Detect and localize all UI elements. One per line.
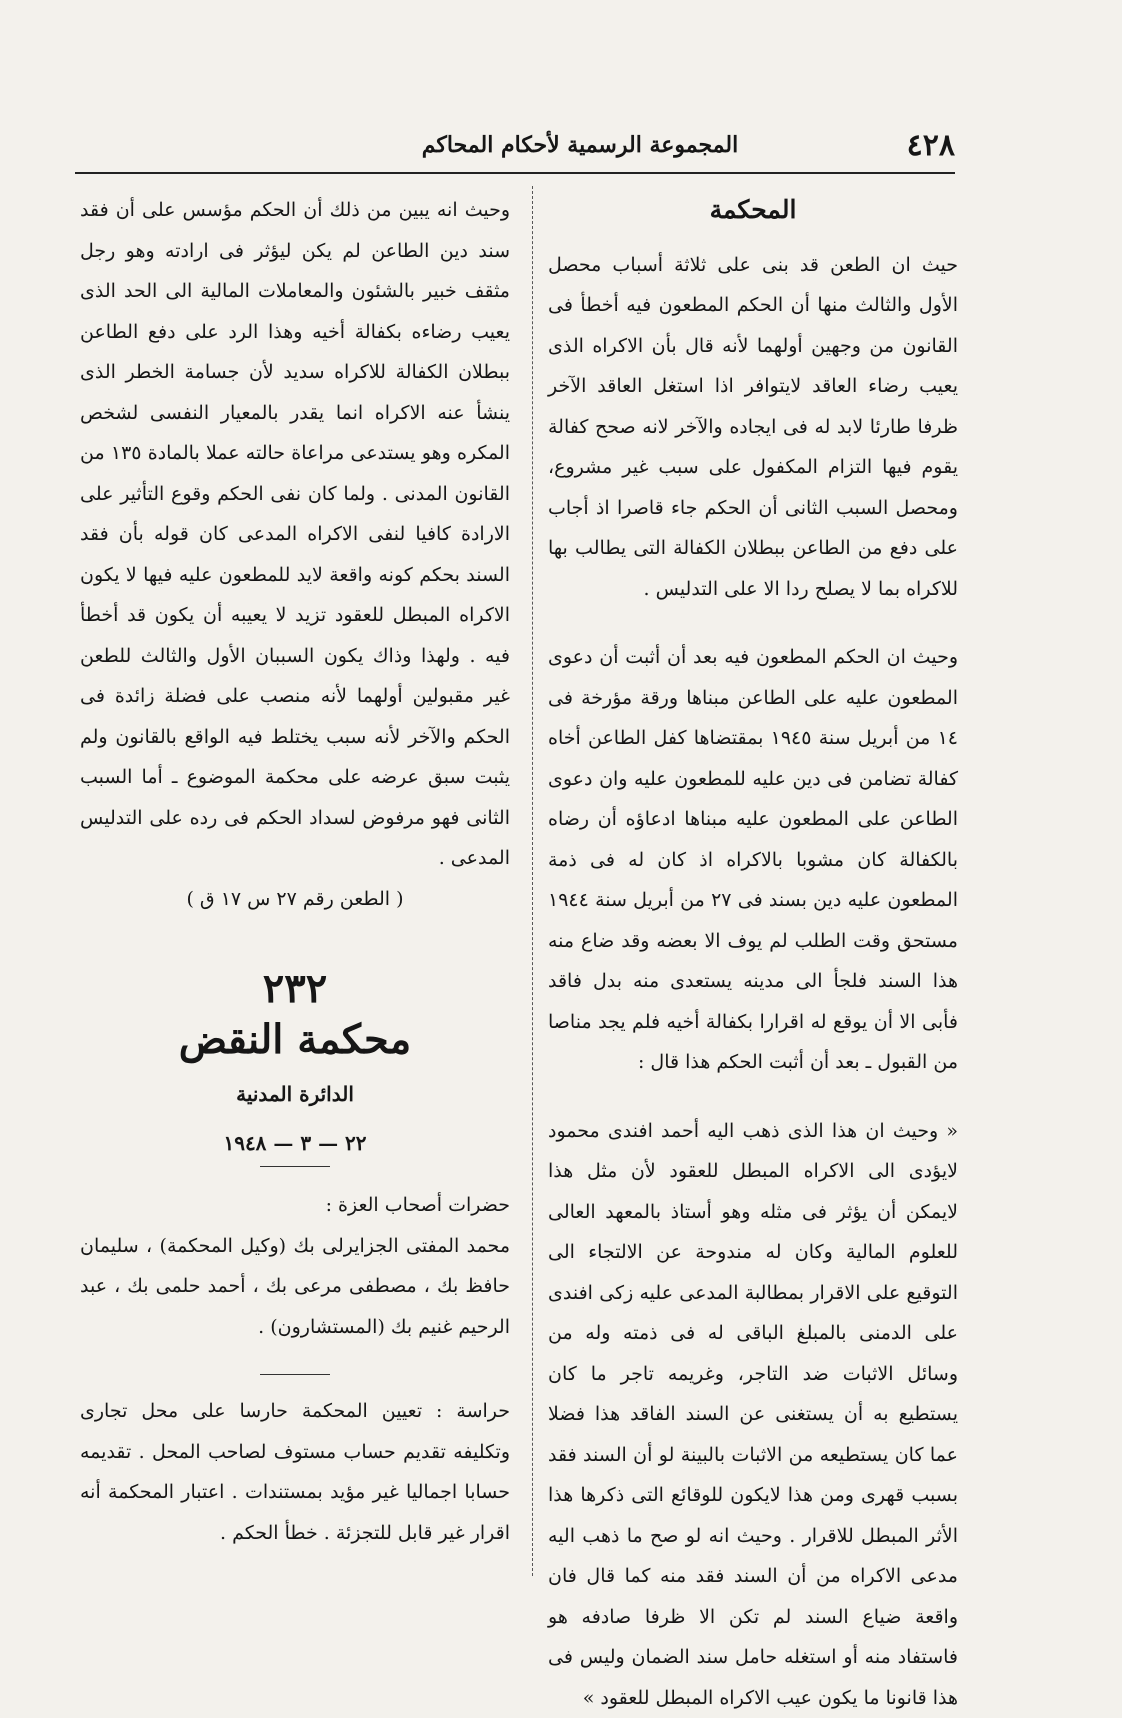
section-heading: المحكمة [548, 190, 958, 231]
paragraph: « وحيث ان هذا الذى ذهب اليه أحمد افندى محمود لايؤدى الى الاكراه المبطل للعقود لأن مثل هذا لايمكن أن يؤثر فى مثله وهو أستاذ بالمعهد العالى للعلوم المالية وكان له مندوحة عن الالتجاء الى التوقيع على الاقرار بمطالبة المدعى عليه زكى افندى على الدمنى بالمبلغ الباقى له فى ذمته وله من وسائل الاثبات ضد التاجر، وغريمه تاجر ما كان يستطيع به أن يستغنى عن السند الفاقد هذا فضلا عما كان يستطيعه من الاثبات بالبينة لو أن السند فقد بسبب قهرى ومن هذا لايكون للوقائع التى ذكرها هذا الأثر المبطل للاقرار . وحيث انه لو صح ما ذهب اليه مدعى الاكراه من أن السند فقد منه كما قال فان واقعة ضياع السند لم تكن الا ظرفا صادفه هو فاستفاد منه أو استغله حامل سند الضمان وليس فى هذا قانونا ما يكون عيب الاكراه المبطل للعقود » [548, 1111, 958, 1718]
right-column [548, 190, 958, 1718]
judges-list: محمد المفتى الجزايرلى بك (وكيل المحكمة) ، سليمان حافظ بك ، مصطفى مرعى بك ، أحمد حلمى بك ، عبد الرحيم غنيم بك (المستشارون) . [80, 1226, 510, 1348]
judgment-date: ٢٢ — ٣ — ١٩٤٨ [80, 1123, 510, 1164]
column-divider [532, 186, 533, 1576]
court-circuit: الدائرة المدنية [80, 1074, 510, 1115]
attendance-label: حضرات أصحاب العزة : [80, 1185, 510, 1226]
page-header [75, 122, 955, 174]
case-number: ٢٣٢ [80, 969, 510, 1010]
separator-rule [260, 1165, 330, 1167]
paragraph: وحيث انه يبين من ذلك أن الحكم مؤسس على أن فقد سند دين الطاعن لم يكن ليؤثر فى ارادته وهو رجل مثقف خبير بالشئون والمعاملات المالية الى الحد الذى يعيب رضاءه بكفالة أخيه وهذا الرد على دفع الطاعن ببطلان الكفالة للاكراه سديد لأن جسامة الخطر الذى ينشأ عنه الاكراه انما يقدر بالمعيار النفسى لشخص المكره وهو يستدعى مراعاة حالته عملا بالمادة ١٣٥ من القانون المدنى . ولما كان نفى الحكم وقوع التأثير على الارادة كافيا لنفى الاكراه المدعى كان قوله بأن فقد السند بحكم كونه واقعة لايد للمطعون عليه فيها لا يكون الاكراه المبطل للعقود تزيد لا يعيبه أن يكون قد أخطأ فيه . ولهذا وذاك يكون السببان الأول والثالث للطعن غير مقبولين أولهما لأنه منصب على فضلة زائدة فى الحكم والآخر لأنه سبب يختلط فيه الواقع بالقانون ولم يثبت سبق عرضه على محكمة الموضوع ـ أما السبب الثانى فهو مرفوض لسداد الحكم فى رده على التدليس المدعى . [80, 190, 510, 879]
left-column [80, 190, 510, 1553]
court-name: محكمة النقض [80, 1020, 510, 1061]
separator-rule [260, 1373, 330, 1375]
paragraph: حيث ان الطعن قد بنى على ثلاثة أسباب محصل الأول والثالث منها أن الحكم المطعون فيه أخطأ فى القانون من وجهين أولهما لأنه قال بأن الاكراه الذى يعيب رضاء العاقد لايتوافر اذا استغل العاقد الآخر ظرفا طارئا لابد له فى ايجاده والآخر لانه صحح كفالة يقوم فيها التزام المكفول على سبب غير مشروع، ومحصل السبب الثانى أن الحكم جاء قاصرا اذ أجاب على دفع من الطاعن ببطلان الكفالة التى يطالب بها للاكراه بما لا يصلح ردا الا على التدليس . [548, 245, 958, 610]
header-rule [75, 172, 955, 174]
paragraph: وحيث ان الحكم المطعون فيه بعد أن أثبت أن دعوى المطعون عليه على الطاعن مبناها ورقة مؤرخة فى ١٤ من أبريل سنة ١٩٤٥ بمقتضاها كفل الطاعن أخاه كفالة تضامن فى دين عليه للمطعون عليه وان دعوى الطاعن على المطعون عليه مبناها ادعاؤه أن رضاه بالكفالة كان مشوبا بالاكراه اذ كان له فى ذمة المطعون عليه دين بسند فى ٢٧ من أبريل سنة ١٩٤٤ مستحق وقت الطلب لم يوف الا بعضه وقد ضاع منه هذا السند فلجأ الى مدينه يستعدى منه بدل فاقد فأبى الا أن يوقع له اقرارا بكفالة أخيه فلم يجد مناصا من القبول ـ بعد أن أثبت الحكم هذا قال : [548, 637, 958, 1083]
case-reference: ( الطعن رقم ٢٧ س ١٧ ق ) [80, 879, 510, 920]
case-summary: حراسة : تعيين المحكمة حارسا على محل تجارى وتكليفه تقديم حساب مستوف لصاحب المحل . تقديمه حسابا اجماليا غير مؤيد بمستندات . اعتبار المحكمة أنه اقرار غير قابل للتجزئة . خطأ الحكم . [80, 1391, 510, 1553]
page-number: ٤٢٨ [907, 128, 955, 163]
paragraph-gap [548, 609, 958, 637]
paragraph-gap [548, 1083, 958, 1111]
running-title: المجموعة الرسمية لأحكام المحاكم [415, 132, 745, 158]
